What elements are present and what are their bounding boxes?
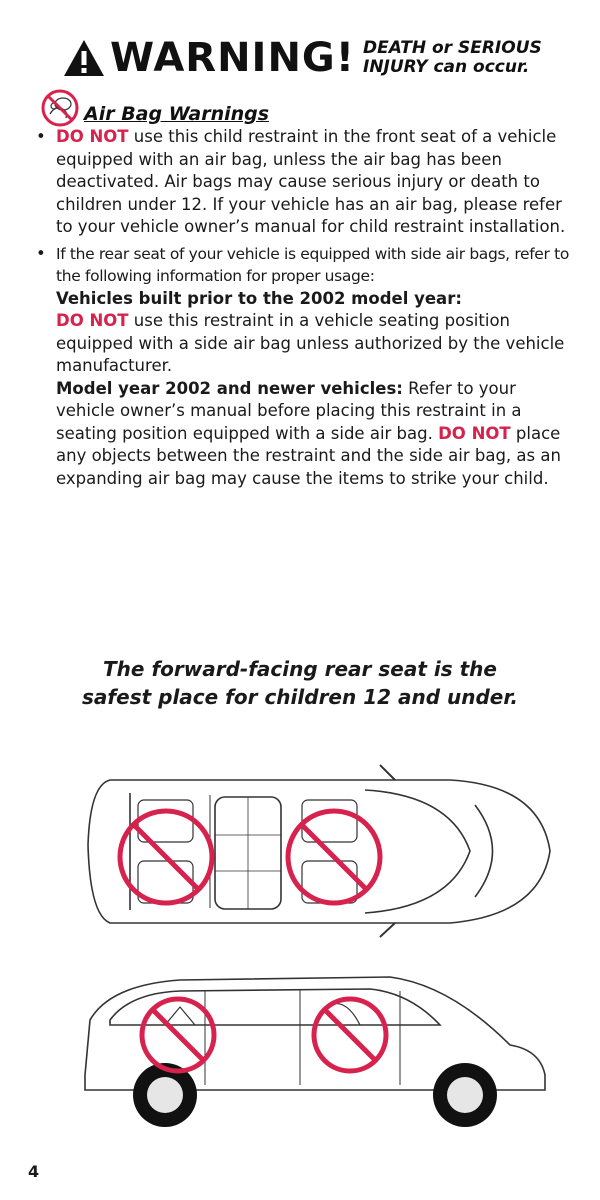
no-airbag-icon — [40, 88, 80, 128]
bullet-front-seat-text: use this child restraint in the front seat of a vehicle equipped with an air bag, unless the air bag has been deactivated. Air bags may cause serious injury or death to children under 12. If your vehicle has an air bag, please refer to your vehicle owner’s manual for child restraint installation. — [56, 127, 566, 236]
vehicle-diagram — [70, 745, 570, 1165]
side-airbag-intro: If the rear seat of your vehicle is equipped with side air bags, refer to the following information for proper usage: — [56, 244, 569, 285]
warning-word: WARNING! — [110, 35, 355, 81]
bullet-side-airbags — [36, 243, 570, 491]
do-not-label: DO NOT — [56, 127, 129, 146]
warning-content — [36, 126, 570, 494]
warning-subtitle — [363, 39, 542, 77]
warning-subtitle-line1: DEATH or SERIOUS — [363, 38, 542, 58]
post-2002-text2: place any objects between the restraint and the side air bag, as an expanding air bag may cause the items to strike your child. — [56, 423, 561, 488]
pre-2002-heading: Vehicles built prior to the 2002 model year: — [56, 288, 462, 308]
post-2002-text1: Refer to your vehicle owner’s manual before placing this restraint in a seating position equipped with a side air bag. — [56, 378, 522, 443]
pre-2002-block — [56, 288, 570, 378]
tagline-line1: The forward-facing rear seat is the — [103, 657, 497, 681]
bullet-dot: • — [36, 127, 46, 146]
tagline-line2: safest place for children 12 and under. — [82, 685, 518, 709]
airbag-warnings-title: Air Bag Warnings — [84, 103, 270, 125]
post-2002-block — [56, 378, 570, 491]
bullet-dot: • — [36, 243, 46, 263]
safety-tagline — [0, 655, 600, 711]
do-not-label: DO NOT — [438, 423, 511, 443]
warning-header — [62, 35, 542, 81]
post-2002-heading: Model year 2002 and newer vehicles: — [56, 378, 403, 398]
do-not-label: DO NOT — [56, 311, 129, 330]
airbag-section-heading — [40, 88, 269, 128]
pre-2002-text: use this restraint in a vehicle seating position equipped with a side air bag unless authorized by the vehicle manufacturer. — [56, 311, 565, 375]
warning-triangle-icon — [62, 38, 106, 78]
page-number: 4 — [28, 1162, 40, 1181]
warning-subtitle-line2: INJURY can occur. — [363, 57, 530, 77]
bullet-front-seat — [36, 126, 570, 239]
